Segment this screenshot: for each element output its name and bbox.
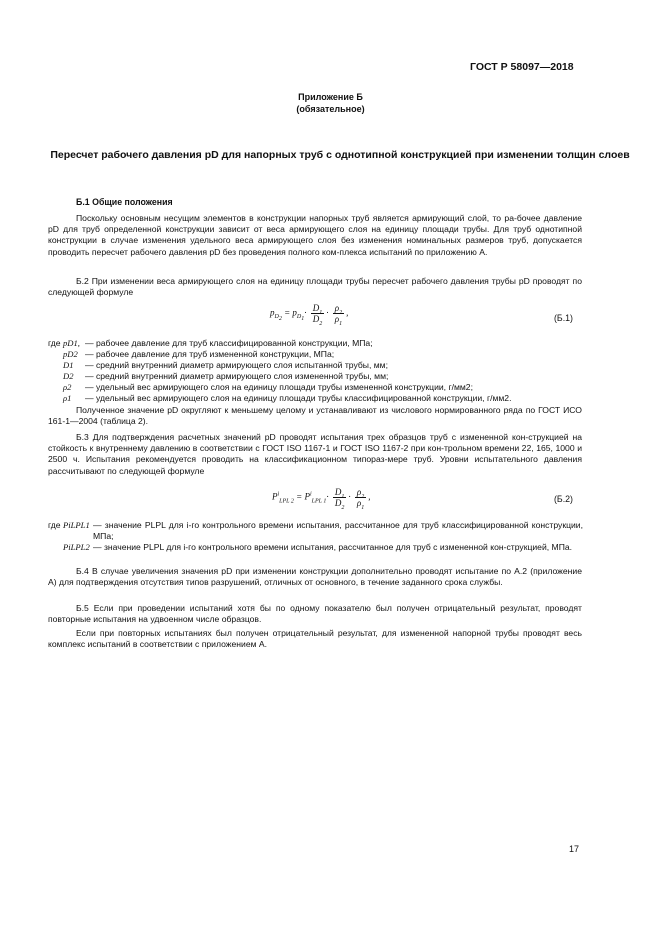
def-text: — рабочее давление для труб классифицированной конструкции, МПа; [85,338,373,348]
paragraph-b4: Б.4 В случае увеличения значения pD при изменении конструкции дополнительно проводят испытание по А.2 (приложение А) для подтверждения отсутствия типов разрушений, отличных от основного, в течение заданного срока службы. [48,566,582,588]
def-symbol: pD1, [63,338,80,348]
formula-b1: $p_{D_2} = p_{D_1}\cdot$ $\frac{D_1}{D_2}$ · $\frac{\rho_2}{\rho_1}$ , [270,303,349,327]
def-symbol: D1 [63,360,74,370]
paragraph-repeat: Если при повторных испытаниях был получен отрицательный результат, для измененной напорной трубы проводят весь комплекс испытаний в соответствии с приложением А. [48,628,582,650]
def-symbol: ρ2 [63,382,72,392]
def-symbol: ρ1 [63,393,72,403]
definitions-b1 [63,338,583,404]
def-text: — средний внутренний диаметр армирующего слоя испытанной трубы, мм; [85,360,388,370]
paragraph-b3: Б.3 Для подтверждения расчетных значений pD проводят испытания трех образцов труб с измененной кон-струкцией на стойкость к внутреннему давлению в соответствии с ГОСТ ISO 1167-1 и ГОСТ ISO 1167-2 при кон-трольном времени 22, 165, 1000 и 2500 ч. Испытания рекомендуется проводить на классификационном типораз-мере труб. Уровни испытательного давления рассчитывают по следующей формуле [48,432,582,476]
formula-b1-number: (Б.1) [554,313,573,323]
formula-b2-number: (Б.2) [554,494,573,504]
where-label-2: где [48,520,61,530]
def-text: — удельный вес армирующего слоя на единицу площади трубы измененной конструкции, г/мм2; [85,382,473,392]
paragraph-b5: Б.5 Если при проведении испытаний хотя бы по одному показателю был получен отрицательный результат, проводят повторные испытания на удвоенном числе образцов. [48,603,582,625]
formula-b2: $P^i_{LPL 2} = P^i_{LPL 1}\cdot$ $\frac{D_1}{D_2}$ · $\frac{\rho_2}{\rho_1}$ , [272,487,371,511]
where-label-1: где [48,338,61,348]
definitions-b2 [63,520,583,564]
def-text: — рабочее давление для труб измененной конструкции, МПа; [85,349,335,359]
def-text: — значение PLPL для i-го контрольного времени испытания, рассчитанное для труб с измененной кон-струкцией, МПа. [93,542,573,552]
def-text: — удельный вес армирующего слоя на единицу площади трубы классифицированной конструкции, г/мм2. [85,393,512,403]
page-number: 17 [569,844,580,854]
subsection-heading: Б.1 Общие положения [76,197,173,207]
def-symbol: D2 [63,371,74,381]
appendix-subtitle: (обязательное) [296,104,365,114]
section-title: Пересчет рабочего давления pD для напорных труб с однотипной конструкцией при изменении толщин слоев [50,149,630,161]
def-text: — значение PLPL для i-го контрольного времени испытания, рассчитанное для труб классифицированной конструкции, МПа; [93,520,583,542]
document-code: ГОСТ Р 58097—2018 [470,61,574,73]
def-symbol: pD2 [63,349,78,359]
def-symbol: PiLPL1 [63,520,90,530]
paragraph-b2: Б.2 При изменении веса армирующего слоя на единицу площади трубы пересчет рабочего давления трубы pD проводят по следующей формуле [48,276,582,298]
paragraph-general: Поскольку основным несущим элементов в конструкции напорных труб является армирующий слой, то ра-бочее давление pD для труб определенной конструкции зависит от веса армирующего слоя на единицу площади трубы. Для труб однотипной конструкции в случае изменения удельного веса армирующего слоя без изменения номинальных размеров труб, допускается проводить пересчет рабочего давления pD без проведения полного ком-плекса испытаний по приложению А. [48,213,582,257]
def-text: — средний внутренний диаметр армирующего слоя измененной трубы, мм; [85,371,389,381]
appendix-title: Приложение Б [298,92,363,102]
paragraph-rounding: Полученное значение pD округляют к меньшему целому и устанавливают из числового нормированного ряда по ГОСТ ИСО 161-1—2004 (таблица 2). [48,405,582,427]
def-symbol: PiLPL2 [63,542,90,552]
